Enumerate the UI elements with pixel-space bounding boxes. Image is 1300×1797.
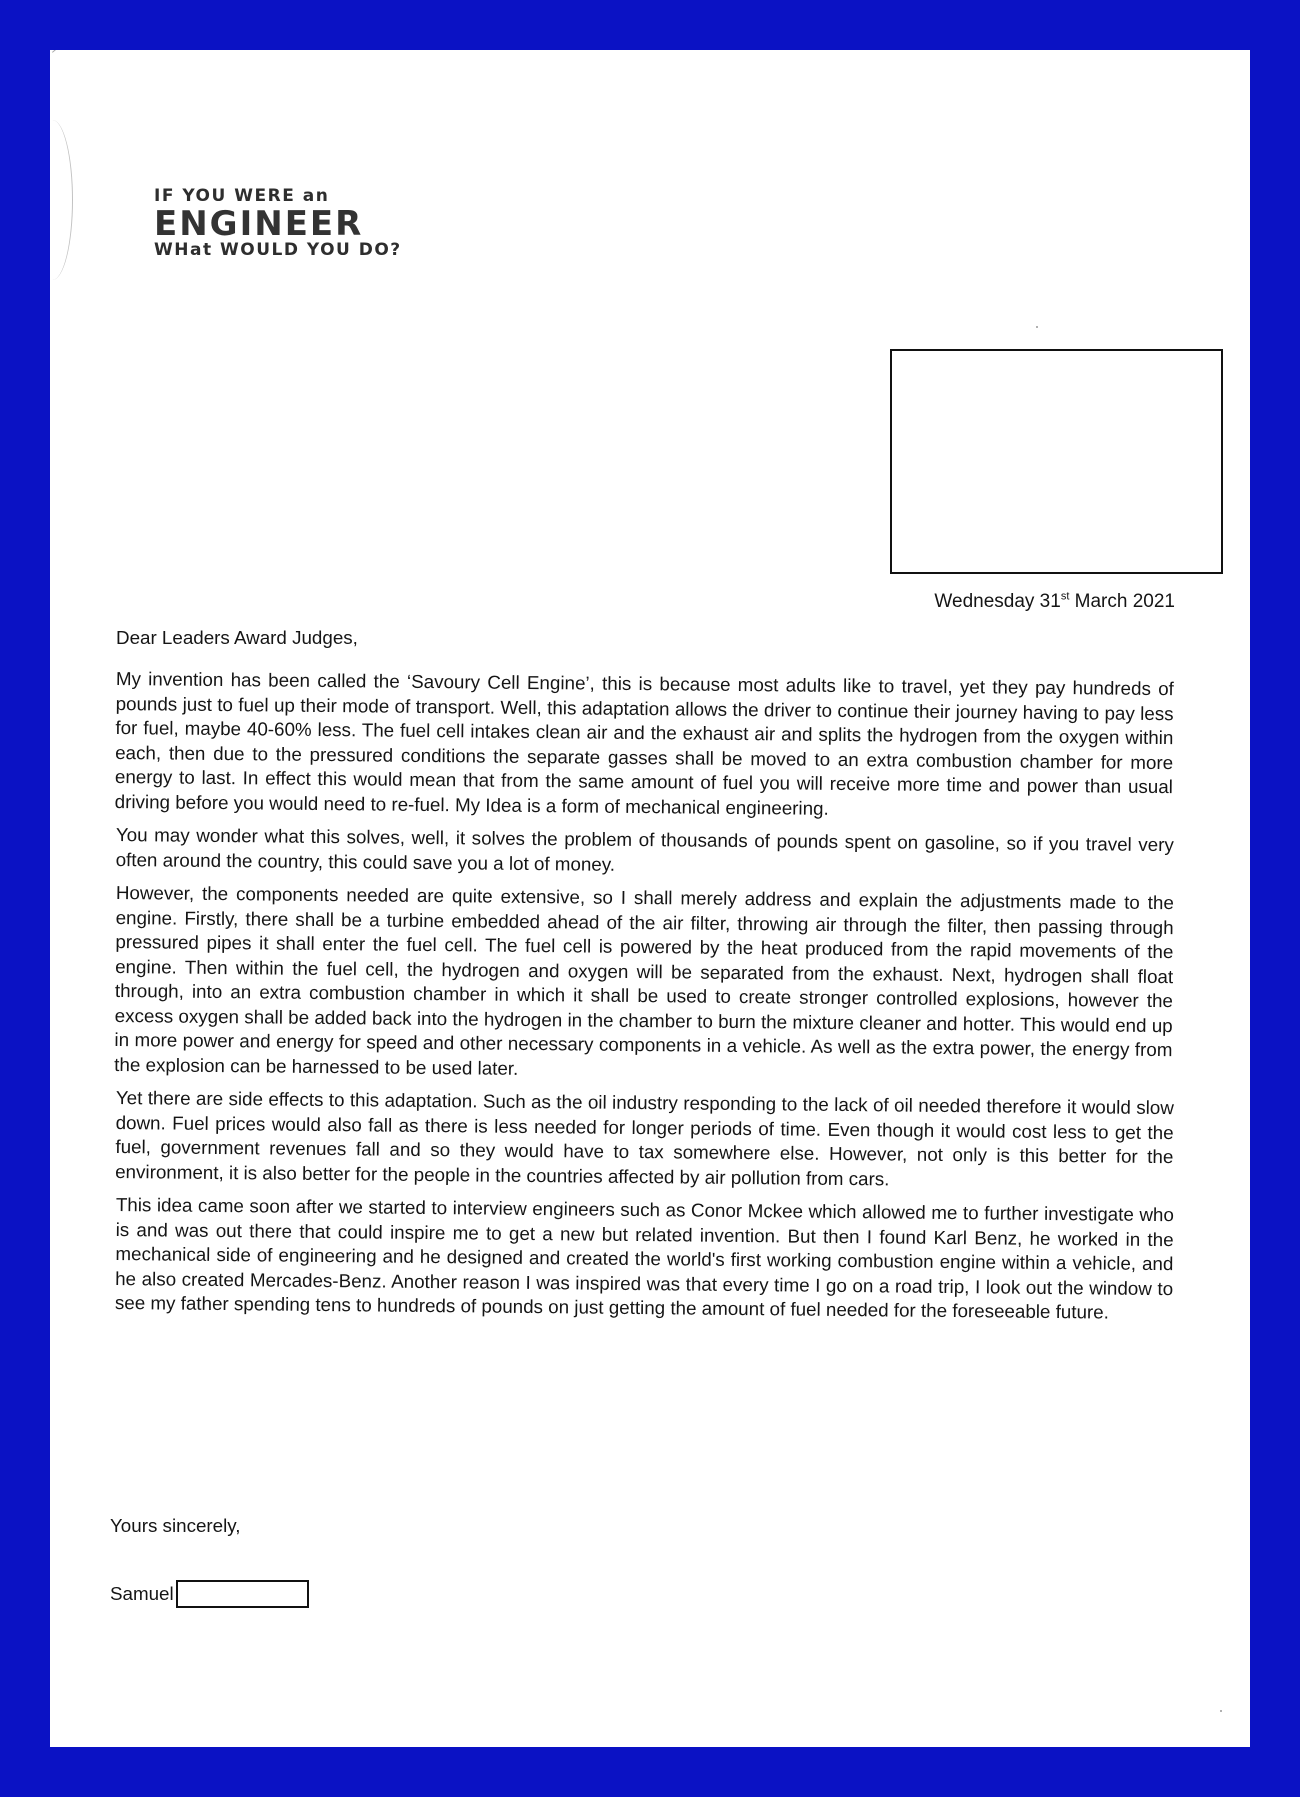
date-rest: March 2021 <box>1069 591 1175 612</box>
letter-page <box>50 50 1250 1747</box>
letter-body <box>116 626 1174 1324</box>
competition-logo <box>154 188 444 259</box>
paragraph-solves: You may wonder what this solves, well, it solves the problem of thousands of pounds spent on gasoline, so if you travel very often around the country, this could save you a lot of money. <box>115 823 1174 874</box>
logo-line-1: IF YOU WERE an <box>154 186 330 206</box>
date-suffix: st <box>1060 590 1070 603</box>
scan-speck <box>1220 1710 1222 1712</box>
logo-line-2: ENGINEER <box>154 204 364 244</box>
signature-name: Samuel <box>110 1583 174 1604</box>
signature-line <box>110 1580 309 1608</box>
paragraph-side-effects: Yet there are side effects to this adaptation. Such as the oil industry responding to the lack of oil needed therefore it would slow down. Fuel prices would also fall as there is less needed for longer periods of time. Even though it would cost less to get the fuel, government revenues fall and so they would have to tax somewhere else. However, not only is this better for the environment, it is also better for the people in the countries affected by air pollution from cars. <box>115 1086 1174 1189</box>
scan-artifact-arc <box>50 120 73 280</box>
letter-date <box>934 591 1175 613</box>
paragraph-inspiration: This idea came soon after we started to interview engineers such as Conor Mckee which allowed me to further investigate who is and was out there that could inspire me to get a new but related invention. But then I found Karl Benz, he worked in the mechanical side of engineering and he designed and created the world's first working combustion engine within a vehicle, and he also created Mercades-Benz. Another reason I was inspired was that every time I go on a road trip, I look out the window to see my father spending tens to hundreds of pounds on just getting the amount of fuel needed for the foreseeable future. <box>114 1193 1174 1323</box>
scan-artifact-tick <box>52 50 72 63</box>
paragraph-invention: My invention has been called the ‘Savoury Cell Engine’, this is because most adults like to travel, yet they pay hundreds of pounds just to fuel up their mode of transport. Well, this adaptation allows the driver to continue their journey having to pay less for fuel, maybe 40-60% less. The fuel cell intakes clean air and the exhaust air and splits the hydrogen from the oxygen within each, then due to the pressured conditions the separate gasses shall be moved to an extra combustion chamber for more energy to last. In effect this would mean that from the same amount of fuel you will receive more time and power than usual driving before you would need to re-fuel. My Idea is a form of mechanical engineering. <box>114 667 1174 818</box>
paragraph-components: However, the components needed are quite extensive, so I shall merely address and explain the adjustments made to the engine. Firstly, there shall be a turbine embedded ahead of the air filter, throwing air through the filter, then passing through pressured pipes it shall enter the fuel cell. The fuel cell is powered by the heat produced from the rapid movements of the engine. Then within the fuel cell, the hydrogen and oxygen will be separated from the exhaust. Next, hydrogen shall float through, into an extra combustion chamber in which it shall be used to create stronger controlled explosions, however the excess oxygen shall be added back into the hydrogen in the chamber to burn the mixture cleaner and hotter. This would end up in more power and energy for speed and other necessary components in a vehicle. As well as the extra power, the energy from the explosion can be harnessed to be used later. <box>114 881 1174 1078</box>
redacted-surname-box <box>176 1580 309 1608</box>
closing: Yours sincerely, <box>110 1515 241 1536</box>
redacted-photo-box <box>890 349 1223 574</box>
logo-line-3: WHat WOULD YOU DO? <box>154 240 402 260</box>
salutation: Dear Leaders Award Judges, <box>116 627 358 648</box>
date-prefix: Wednesday 31 <box>934 591 1061 612</box>
scan-speck <box>1036 326 1038 328</box>
